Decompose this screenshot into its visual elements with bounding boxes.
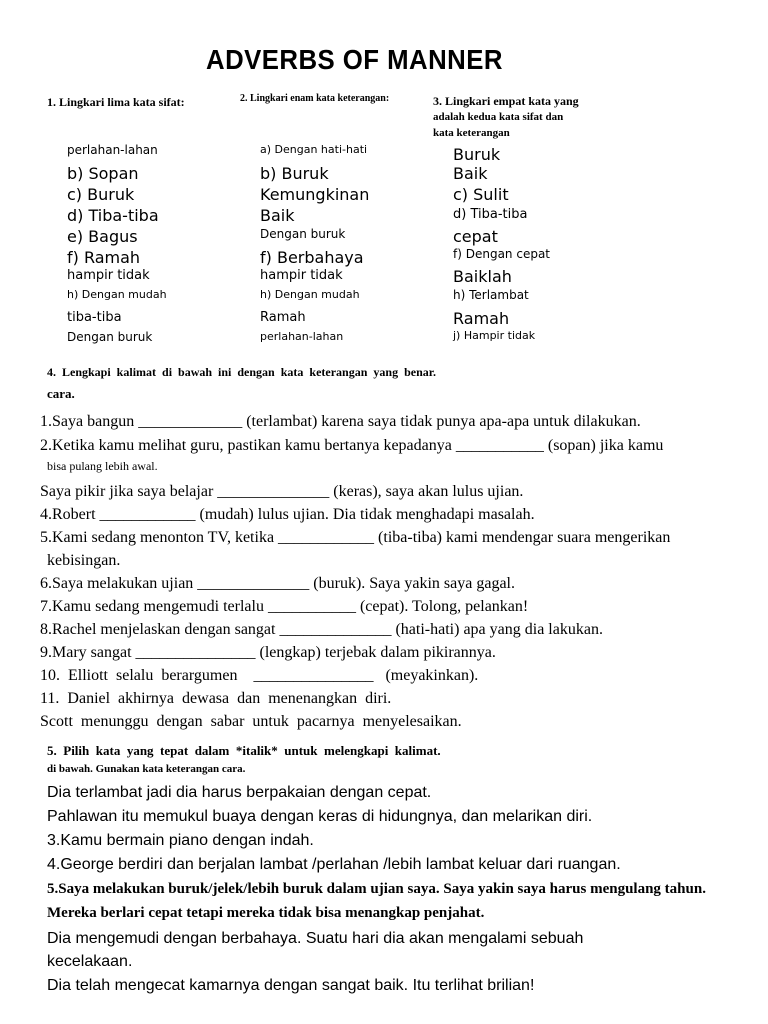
col3-item-4: d) Tiba-tiba: [453, 207, 528, 222]
s4-line-11: 11. Daniel akhirnya dewasa dan menenangkan diri.: [40, 690, 392, 707]
s5-line-7: Dia mengemudi dengan berbahaya. Suatu hari dia akan mengalami sebuah: [47, 930, 584, 947]
s4-line-4: 4.Robert ____________ (mudah) lulus ujian. Dia tidak menghadapi masalah.: [40, 506, 535, 523]
col2-item-4: Baik: [260, 206, 295, 225]
col3-item-5: cepat: [453, 227, 498, 246]
s5-line-4: 4.George berdiri dan berjalan lambat /perlahan /lebih lambat keluar dari ruangan.: [47, 856, 621, 873]
col3-item-7: Baiklah: [453, 267, 512, 286]
s5-line-3: 3.Kamu bermain piano dengan indah.: [47, 832, 314, 849]
s4-line-6: 6.Saya melakukan ujian ______________ (buruk). Saya yakin saya gagal.: [40, 575, 515, 592]
s4-line-7: 7.Kamu sedang mengemudi terlalu ___________ (cepat). Tolong, pelankan!: [40, 598, 529, 615]
section-5-header: 5. Pilih kata yang tepat dalam *italik* untuk melengkapi kalimat.: [47, 743, 441, 758]
s5-line-8: Dia telah mengecat kamarnya dengan sangat baik. Itu terlihat brilian!: [47, 977, 535, 994]
s5-line-1: Dia terlambat jadi dia harus berpakaian dengan cepat.: [47, 784, 432, 801]
col2-item-5: Dengan buruk: [260, 227, 346, 241]
col1-item-5: e) Bagus: [67, 227, 138, 246]
col3-item-9: Ramah: [453, 309, 510, 328]
col3-item-2: Baik: [453, 164, 488, 183]
col3-item-1: Buruk: [453, 145, 501, 164]
column-1-header: 1. Lingkari lima kata sifat:: [47, 95, 185, 109]
col2-item-3: Kemungkinan: [260, 185, 370, 204]
page-title: ADVERBS OF MANNER: [206, 44, 503, 75]
section-4-header: 4. Lengkapi kalimat di bawah ini dengan kata keterangan yang benar.: [47, 365, 436, 379]
col1-item-8: h) Dengan mudah: [67, 288, 167, 301]
col2-item-7: hampir tidak: [260, 268, 343, 283]
section-5-header-cont: di bawah. Gunakan kata keterangan cara.: [47, 763, 246, 775]
col2-item-10: perlahan-lahan: [260, 330, 344, 343]
s5-line-7-cont: kecelakaan.: [47, 953, 133, 970]
col1-item-2: b) Sopan: [67, 164, 139, 183]
s5-line-6: Mereka berlari cepat tetapi mereka tidak bisa menangkap penjahat.: [47, 905, 485, 921]
col1-item-10: Dengan buruk: [67, 330, 153, 344]
col1-item-1: perlahan-lahan: [67, 143, 158, 157]
s4-line-2: 2.Ketika kamu melihat guru, pastikan kamu bertanya kepadanya ___________ (sopan) jika kamu: [40, 437, 664, 454]
col1-item-6: f) Ramah: [67, 248, 141, 267]
s4-line-3: Saya pikir jika saya belajar ______________ (keras), saya akan lulus ujian.: [40, 483, 524, 500]
s4-line-2-cont: bisa pulang lebih awal.: [47, 459, 158, 473]
col3-item-8: h) Terlambat: [453, 288, 529, 302]
col1-item-7: hampir tidak: [67, 268, 150, 283]
s4-line-10: 10. Elliott selalu berargumen _______________ (meyakinkan).: [40, 667, 479, 684]
s4-line-8: 8.Rachel menjelaskan dengan sangat ______________ (hati-hati) apa yang dia lakukan.: [40, 621, 603, 638]
column-3-header-line-3: kata keterangan: [433, 127, 510, 139]
column-3-header-line-1: 3. Lingkari empat kata yang: [433, 94, 579, 108]
s4-line-5: 5.Kami sedang menonton TV, ketika ____________ (tiba-tiba) kami mendengar suara mengerikan: [40, 529, 671, 546]
col3-item-6: f) Dengan cepat: [453, 247, 550, 261]
s5-line-2: Pahlawan itu memukul buaya dengan keras di hidungnya, dan melarikan diri.: [47, 808, 593, 825]
col3-item-10: j) Hampir tidak: [453, 329, 536, 342]
section-4-header-cont: cara.: [47, 386, 75, 401]
col1-item-3: c) Buruk: [67, 185, 135, 204]
col2-item-2: b) Buruk: [260, 164, 329, 183]
col1-item-9: tiba-tiba: [67, 310, 122, 325]
column-2-header: 2. Lingkari enam kata keterangan:: [240, 93, 390, 104]
s4-line-1: 1.Saya bangun _____________ (terlambat) karena saya tidak punya apa-apa untuk dilakukan.: [40, 413, 641, 430]
s4-line-5-cont: kebisingan.: [47, 552, 121, 569]
s4-line-12: Scott menunggu dengan sabar untuk pacarnya menyelesaikan.: [40, 713, 462, 730]
s5-line-5: 5.Saya melakukan buruk/jelek/lebih buruk dalam ujian saya. Saya yakin saya harus mengulang tahun.: [47, 881, 706, 897]
col2-item-9: Ramah: [260, 310, 306, 325]
column-3-header-line-2: adalah kedua kata sifat dan: [433, 111, 564, 123]
col2-item-6: f) Berbahaya: [260, 248, 364, 267]
col2-item-8: h) Dengan mudah: [260, 288, 360, 301]
s4-line-9: 9.Mary sangat _______________ (lengkap) terjebak dalam pikirannya.: [40, 644, 496, 661]
col2-item-1: a) Dengan hati-hati: [260, 143, 368, 156]
col1-item-4: d) Tiba-tiba: [67, 206, 159, 225]
col3-item-3: c) Sulit: [453, 185, 509, 204]
